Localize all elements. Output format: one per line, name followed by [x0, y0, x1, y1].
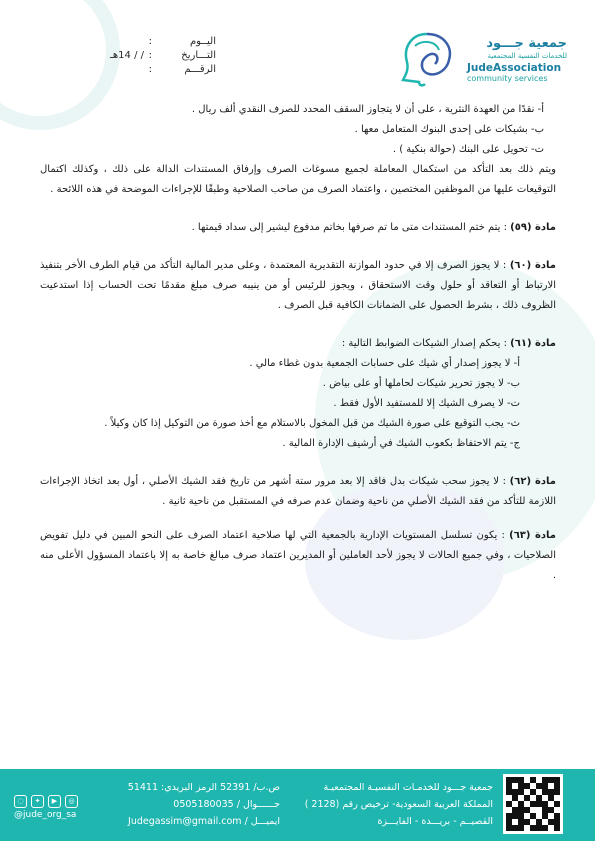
footer-bar: [0, 769, 595, 841]
article-59: [40, 218, 556, 238]
article-text: : لا يجوز الصرف إلا في حدود الموازنة التقديرية المعتمدة ، وعلى مدير المالية التأكد من قيام الطرف الأخر بتنفيذ الارتباط أو التعاقد أو حلول وقت الاستحقاق ، ويجوز للرئيس أو من ينيبه صرف مبلغ مقدمًا تحت الحساب إذا استدعيت الظروف ذلك ، بشرط الحصول على الضمانات الكافية قبل الصرف .: [40, 260, 556, 311]
meta-date-row: التـــاريخ : / / 14هـ: [66, 48, 216, 62]
article-60: [40, 256, 556, 316]
footer-contact-line: ص.ب/ 52391 الرمز البريدي: 51411: [127, 782, 280, 793]
logo-arabic-name: جمعية جـــود: [486, 36, 567, 51]
meta-ref-row: الرقـــم :: [148, 63, 216, 75]
social-handle[interactable]: @jude_org_sa: [14, 810, 77, 820]
list-item: ب- بشيكات على إحدى البنوك المتعامل معها .: [354, 124, 544, 135]
footer-contact-line: جــــــوال / 0505180035: [173, 799, 280, 810]
article-title: مادة (٦١): [510, 338, 556, 349]
article-62: [40, 472, 556, 512]
head-logo-icon: [397, 28, 461, 88]
logo-arabic-subtitle: للخدمات النفسية المجتمعية: [487, 52, 567, 60]
qr-code-icon[interactable]: [503, 774, 563, 834]
meta-day-row: اليــوم :: [148, 35, 216, 47]
article-title: مادة (٦٣): [509, 530, 556, 541]
meta-date-value: / / 14هـ: [109, 49, 144, 61]
letterhead: [0, 0, 595, 95]
article-text: : لا يجوز سحب شيكات بدل فاقد إلا بعد مرور ستة أشهر من تاريخ فقد الشيك الأصلي ، أول بعد اتخاذ الإجراءات اللازمة للتأكد من فقد الشيك الأصلي من ناحية وضمان عدم صرفه في المستقبل من ناحية ثانية .: [40, 476, 556, 507]
article-title: مادة (٦٠): [509, 260, 556, 271]
article-title: مادة (٥٩): [510, 222, 556, 233]
list-item: ب- لا يجوز تحرير شيكات لحاملها أو على بياض .: [322, 378, 520, 389]
article-text: : يكون تسلسل المستويات الإدارية بالجمعية التي لها صلاحية اعتماد الصرف على النحو المبين في دليل تفويض الصلاحيات ، وفي جميع الحالات لا يجوز لأحد العاملين أو المديرين اعتماد صرف مبالغ خاصة به إلا باعتماد المسؤول الأعلى منه .: [40, 530, 556, 581]
footer-contact-line[interactable]: ايميـــل / Judegassim@gmail.com: [128, 816, 280, 827]
article-63: [40, 526, 556, 586]
document-body: [40, 100, 556, 586]
list-item: ج- يتم الاحتفاظ بكعوب الشيك في أرشيف الإدارة المالية .: [282, 438, 520, 449]
letter-meta: [66, 34, 216, 76]
logo-english-name: JudeAssociation: [467, 62, 562, 74]
article-text: : يتم ختم المستندات متى ما تم صرفها بخاتم مدفوع ليشير إلى سداد قيمتها .: [191, 222, 507, 233]
article-text: : يحكم إصدار الشيكات الضوابط التالية :: [341, 338, 507, 349]
footer-contact-info: [90, 779, 280, 830]
article-title: مادة (٦٢): [509, 476, 556, 487]
list-item: ت- تحويل على البنك (حوالة بنكية ) .: [392, 144, 544, 155]
meta-date-label: التـــاريخ: [181, 49, 216, 61]
list-item: أ- لا يجوز إصدار أي شيك على حسابات الجمعية بدون غطاء مالي .: [249, 358, 520, 369]
youtube-icon[interactable]: ▶: [48, 795, 61, 808]
list-item: ث- يجب التوقيع على صورة الشيك من قبل المخول بالاستلام مع أخذ صورة من التوكيل إذا كان وكيلاً .: [104, 418, 520, 429]
footer-org-info: [293, 779, 493, 830]
social-links: [14, 795, 84, 820]
meta-day-label: اليــوم: [189, 35, 216, 47]
footer-org-line: المملكة العربية السعودية- ترخيص رقم (2128 ): [304, 799, 493, 810]
paragraph: ويتم ذلك بعد التأكد من استكمال المعاملة لجميع مسوغات الصرف وإرفاق المستندات الدالة على ذلك ، وكذلك اكتمال التوقيعات عليها من الموظفين المختصين ، واعتماد الصرف من صاحب الصلاحية وطبقًا للإجراءات الموضحة في هذه اللائحة .: [40, 164, 556, 195]
article-61: [40, 334, 556, 354]
instagram-icon[interactable]: ◎: [65, 795, 78, 808]
association-logo: [397, 28, 567, 88]
twitter-icon[interactable]: ✦: [31, 795, 44, 808]
list-item: أ- نقدًا من العهدة النثرية ، على أن لا يتجاوز السقف المحدد للصرف النقدي ألف ريال .: [191, 104, 544, 115]
list-item: ت- لا يصرف الشيك إلا للمستفيد الأول فقط .: [333, 398, 520, 409]
footer-org-line: جمعية جـــود للخدمـات النفسيـة المجتمعيـة: [323, 782, 493, 793]
logo-english-subtitle: community services: [467, 74, 548, 83]
footer-org-line: القصيــم - بريـــدة - الفايـــزة: [377, 816, 493, 827]
snapchat-icon[interactable]: ◌: [14, 795, 27, 808]
meta-ref-label: الرقـــم: [184, 63, 216, 75]
